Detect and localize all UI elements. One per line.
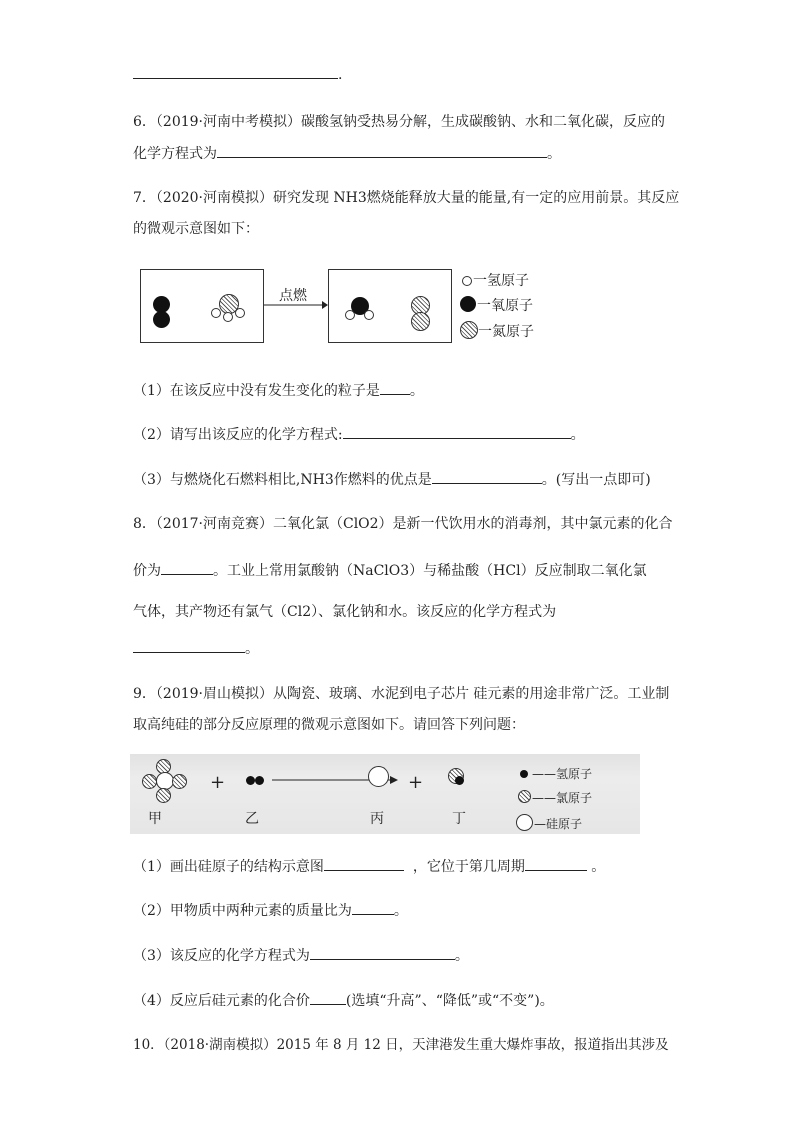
nitrogen-atom <box>411 312 430 331</box>
q9-sub3: （3）该反应的化学方程式为 。 <box>133 945 469 966</box>
label-ding: 丁 <box>452 811 466 827</box>
q7-sub2-blank[interactable] <box>343 424 571 439</box>
q9-line2: 取高纯硅的部分反应原理的微观示意图如下。请回答下列问题： <box>133 717 525 733</box>
q8-equation-blank[interactable] <box>133 638 245 653</box>
hydrogen-legend-icon <box>462 276 472 286</box>
hydrogen-atom <box>223 312 233 322</box>
legend-hydrogen: 一氢原子 <box>473 273 529 289</box>
q9-sub2: （2）甲物质中两种元素的质量比为 。 <box>133 900 408 921</box>
reaction-arrow <box>264 300 328 310</box>
silicon-atom <box>368 766 389 787</box>
q8-line1: 8．（2017·河南竞赛）二氧化氯（ClO2）是新一代饮用水的消毒剂，其中氯元素的化合 <box>133 516 673 532</box>
label-yi: 乙 <box>245 811 259 827</box>
plus-sign: + <box>210 772 226 793</box>
legend-chlorine: ——氯原子 <box>532 791 593 805</box>
q9-sub2-blank[interactable] <box>352 900 394 915</box>
q6-line1: 6．（2019·河南中考模拟）碳酸氢钠受热易分解，生成碳酸钠、水和二氧化碳，反应的 <box>133 114 665 130</box>
q9-sub4-blank[interactable] <box>310 990 346 1005</box>
reactants-box <box>140 269 264 343</box>
chlorine-atom <box>156 788 171 803</box>
oxygen-legend-icon <box>460 296 476 312</box>
legend-nitrogen: 一氮原子 <box>478 324 534 340</box>
q7-line2: 的微观示意图如下： <box>133 221 259 237</box>
q6-answer-blank[interactable] <box>217 143 547 158</box>
label-jia: 甲 <box>148 811 162 827</box>
legend-oxygen: 一氧原子 <box>477 298 533 314</box>
q9-sub1: （1）画出硅原子的结构示意图 ，它位于第几周期 。 <box>133 856 605 877</box>
chlorine-legend-icon <box>518 790 531 803</box>
plus-sign: + <box>408 772 424 793</box>
hydrogen-legend-icon <box>520 770 528 778</box>
q7-sub2: （2）请写出该反应的化学方程式: 。 <box>133 424 585 445</box>
hydrogen-atom <box>255 776 264 785</box>
q6-line2: 化学方程式为 。 <box>133 143 561 164</box>
top-answer-line: . <box>133 64 342 85</box>
oxygen-atom <box>153 311 170 328</box>
q9-sub1-blank-a[interactable] <box>324 856 404 871</box>
nitrogen-legend-icon <box>460 321 478 339</box>
q9-sub4: （4）反应后硅元素的化合价 (选填“升高”、“降低”或“不变”)。 <box>133 990 554 1011</box>
label-bing: 丙 <box>370 811 384 827</box>
hydrogen-atom <box>364 310 374 320</box>
q9-line1: 9．（2019·眉山模拟）从陶瓷、玻璃、水泥到电子芯片 硅元素的用途非常广泛。工业制 <box>133 686 670 702</box>
hydrogen-atom <box>345 310 355 320</box>
q7-sub3-blank[interactable] <box>432 469 542 484</box>
arrow-label: 点燃 <box>279 288 307 304</box>
q7-sub3: （3）与燃烧化石燃料相比,NH3作燃料的优点是 。(写出一点即可) <box>133 469 651 490</box>
q9-sub3-blank[interactable] <box>310 945 455 960</box>
q9-sub1-blank-b[interactable] <box>525 856 587 871</box>
chlorine-atom <box>172 774 187 789</box>
hydrogen-atom <box>211 308 221 318</box>
answer-blank[interactable] <box>133 64 338 79</box>
hydrogen-atom <box>455 776 464 785</box>
q7-sub1-blank[interactable] <box>380 380 410 395</box>
q8-line2: 价为 。工业上常用氯酸钠（NaClO3）与稀盐酸（HCl）反应制取二氧化氯 <box>133 560 647 581</box>
q10-line1: 10．（2018·湖南模拟）2015 年 8 月 12 日，天津港发生重大爆炸事故，报道指出其涉及 <box>133 1037 669 1053</box>
legend-silicon: —硅原子 <box>534 817 583 831</box>
hydrogen-atom <box>235 308 245 318</box>
chlorine-atom <box>142 774 157 789</box>
q9-diagram <box>130 754 640 834</box>
q7-line1: 7．（2020·河南模拟）研究发现 NH3燃烧能释放大量的能量,有一定的应用前景。其反应 <box>133 190 680 206</box>
silicon-legend-icon <box>516 814 533 831</box>
q8-valence-blank[interactable] <box>161 560 213 575</box>
q8-line4: 。 <box>133 638 259 659</box>
legend-hydrogen: ——氢原子 <box>532 767 593 781</box>
hydrogen-atom <box>246 776 255 785</box>
q7-sub1: （1）在该反应中没有发生变化的粒子是 。 <box>133 380 424 401</box>
q8-line3: 气体，其产物还有氯气（Cl2）、氯化钠和水。该反应的化学方程式为 <box>133 604 557 620</box>
products-box <box>328 269 452 343</box>
